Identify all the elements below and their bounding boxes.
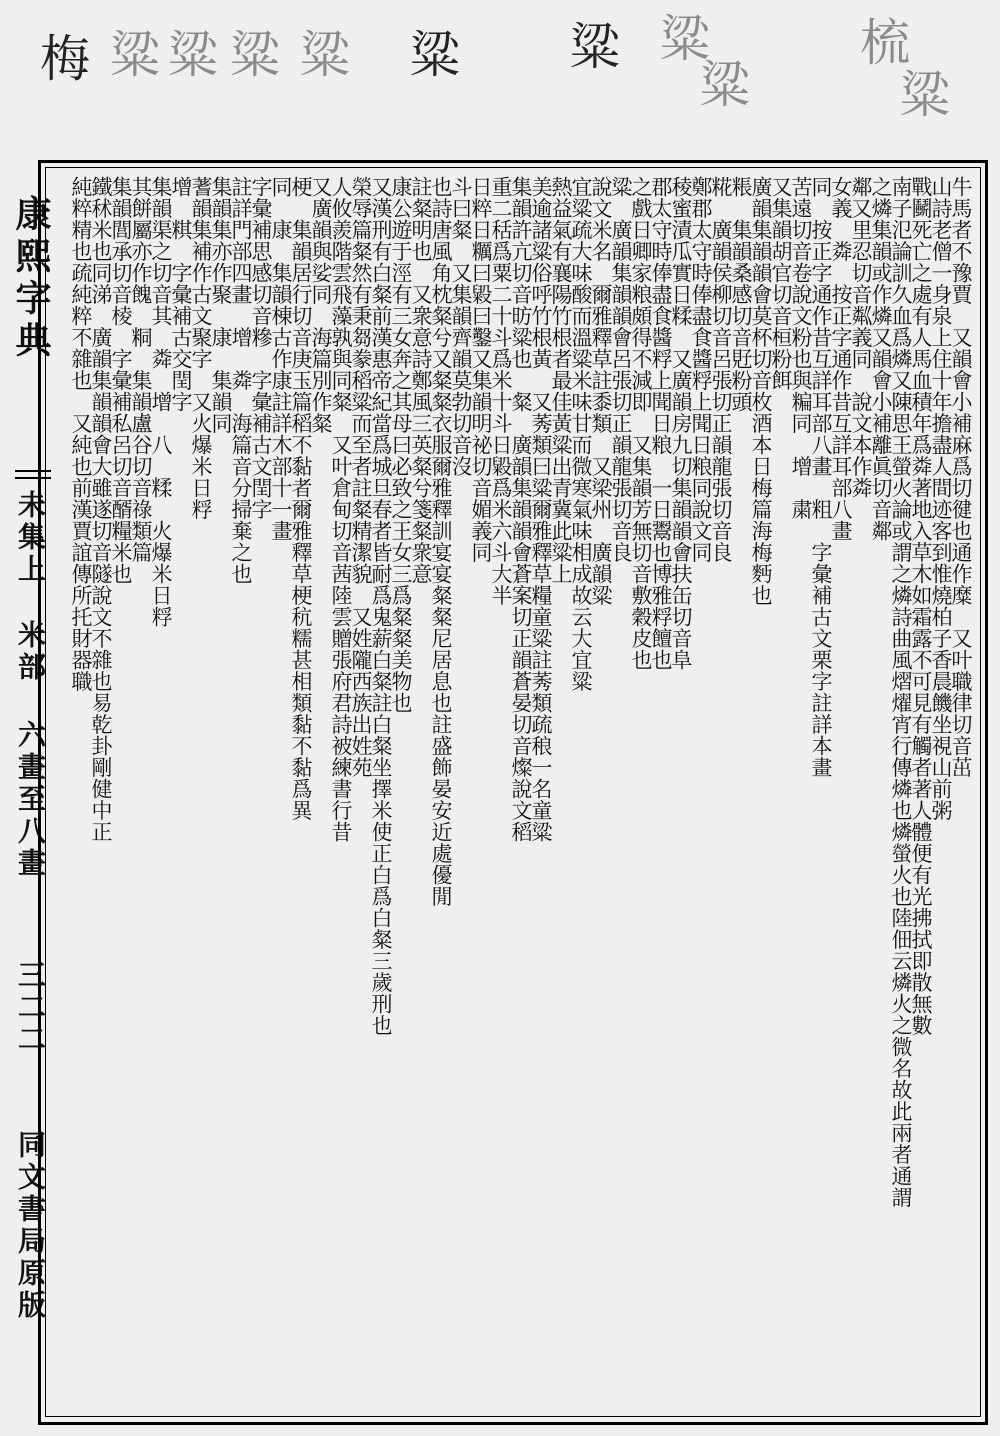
seal-char: 粱 [300,26,350,84]
text-column: 斗曰粲 又集韻齊韻莫勃切音沒 [449,176,473,477]
text-column: 蓍韻集補作古文聚字 又火爆米日粰 [189,176,213,520]
dictionary-body [45,167,981,1417]
seal-script-header [0,0,1000,150]
text-column: 榮辱篇粲然有秉芻豢稻粱而至者註粲精潔貌 又姓隴西族出姓苑 [349,176,373,778]
text-column: 鄭郡太守時俸盡食醬粰上聞日粮同說文同 [689,176,713,563]
seal-char: 粱 [660,10,710,68]
text-column: 註粲明也 又衆意詩鄭風三英粲兮箋粲衆意 [409,176,433,585]
text-column: 純粹精也疏純粹不雜也 又純也前漢賈誼傳所托財器職 [69,176,93,692]
text-column: 同 按正字通作昔互詳耳部八畫 粗 字彙補古文栗字註詳本畫 [809,176,833,778]
text-column: 集韻渠之切音其 粦 增 八 糅 火爆米日粰 [149,176,173,628]
text-column: 梗 集韻居行切音庚玉篇稻不黏者爾雅釋草梗秔糯甚相類黏不黏爲異 [289,176,313,821]
text-column: 註詳門部四畫 增 粦 海篇音分掃棄之也 [229,176,253,585]
text-column: 南子氾論訓久血爲燐又陳思王螢火論或謂之燐詩曲風熠燿宵行傳燐也燐螢火也陸佃云燐火之微名故此兩者通謂 [889,176,913,1208]
text-column: 同 康 集韻棟古作康註詳木部十一畫 [269,176,293,542]
text-column: 牛馬者不豫賈 又韻會小補麻爲切徤也通作糜 又叶職律切音茁 [949,176,973,778]
text-column: 苦遠切音卷說文粉也與糄同 增 粛 [789,176,813,520]
publisher-label: 同文書局原版 [14,1130,47,1322]
seal-char: 粱 [700,56,750,114]
radical-label: 米部 [14,620,47,684]
text-column: 粻 集韻桑感切音覎粉頭 [729,176,753,413]
text-column: 集韻閭承切音棱 字彙補私呂切音醑糧米也 [109,176,133,585]
text-column: 說文米名 爾雅釋草註黍類 又梁州 廣韻粱 [589,176,613,606]
text-column: 鐵秫米也同涕 廣韻集韻韻會大雖遂切音隧說文不雜也易乾卦剛健中正 [89,176,113,843]
seal-char: 粱 [230,26,280,84]
text-column: 康公遊于涇有三女奔之其母曰必致之王女三爲粲粲美物也 [389,176,413,714]
text-column: 集韻集亦作聚 康 集韻同 [209,176,233,434]
text-column: 人攸羨階雲飛藻孰與同粲 又叶倉甸切音茜陸雲贈張府君詩被練書行昔 [329,176,353,843]
text-column: 字彙補思感切音糝 字彙補古文閏字 [249,176,273,520]
text-column: 山詩老僧一身泉上住十年擔盡人間迹客到惟燒柏子香晨饑坐視山前粥 [929,176,953,821]
text-column: 日粹日糲曰毇曰鑿又集韻明祕切音媚義同 [469,176,493,563]
text-column: 美逾諸粱俗呼竹根黃 又莠類曰粱爾雅釋草糧童粱註莠類疏稂一名童粱 [529,176,553,843]
text-column: 又集韻胡官切音桓粉餌 [769,176,793,391]
seal-char: 粱 [110,26,160,84]
text-column: 之戲日卿家粮頗得不減即 又集韻芳無切音敷穀皮也 [629,176,653,671]
text-column: 鄰又里忍切音粼義同 說文本作粦 [849,176,873,499]
volume-label: 未集上 [14,490,47,586]
book-title: 康熙字典 [10,195,52,363]
text-column: 郡太守時俸盡食醬粰上聞日粮 一日鬻也博雅粰饘也 [649,176,673,671]
stroke-range-label: 六畫至八畫 [14,720,47,880]
seal-char: 粱 [570,18,620,76]
text-column: 重二秳爲粟二十斗爲米十斗日毇爲米六斗大半 [489,176,513,606]
text-column: 宜粱疏大味酸而溫粱米味甘而微寒氣味相成故云大宜粱 [569,176,593,692]
text-column: 集韻許亢切音昉粱也 粲 廣韻集韻韻會蒼案切正韻蒼晏切音燦說文稻 [509,176,533,843]
text-column: 又廣韻與娑同 海篇別作粲 [309,176,333,434]
seal-char: 粱 [410,26,460,84]
text-column: 增 粸 字彙補古交閏字 [169,176,193,413]
text-column: 戰鬭死亡之處有人馬血積年爲粦著地入草木如霜露不可見有觸者著人體便有光拂拭即散無數 [909,176,933,1036]
text-column: 熱益氣有襄陽竹根者最佳黃粱出青冀此粱上 [549,176,573,585]
text-column: 也詩唐風角枕粲兮又粲粲衣服爾雅釋訓宴宴粲粲尼居息也註盛飾晏安近處優閒 [429,176,453,907]
text-column [46,176,76,1412]
seal-char: 梳 [860,14,910,72]
text-column: 糀 廣韻侯柳切音呂張切正韻龍張切音良 [709,176,733,563]
seal-char: 粱 [900,66,950,124]
page-number: 三二二 [14,960,47,1056]
text-column: 之燐集韻或作燐又韻會小補離眞切音鄰 [869,176,893,542]
text-column: 廣韻集韻韻會莫杯切音枚酒本日梅篇海梅麪也 [749,176,773,606]
text-column: 女義 粦 按正字通作昔互詳耳部八畫 [829,176,853,542]
text-column: 粱 廣韻集韻韻會呂張切正韻龍張切音良 [609,176,633,563]
text-column: 又漢刑有白粲前漢惠帝紀當爲城旦春者皆耐爲鬼薪白粲註白粲坐擇米使正白爲白粲三歲刑也 [369,176,393,1036]
text-column: 稜蜜漬瓜實日糅 又廣韻房九切集韻韻會扶缶切音阜 [669,176,693,671]
text-column: 其餅屬亦作餽 粡 集韻盧谷切音祿類篇 [129,176,153,563]
seal-char: 梅 [40,30,90,88]
seal-char: 粱 [168,26,218,84]
